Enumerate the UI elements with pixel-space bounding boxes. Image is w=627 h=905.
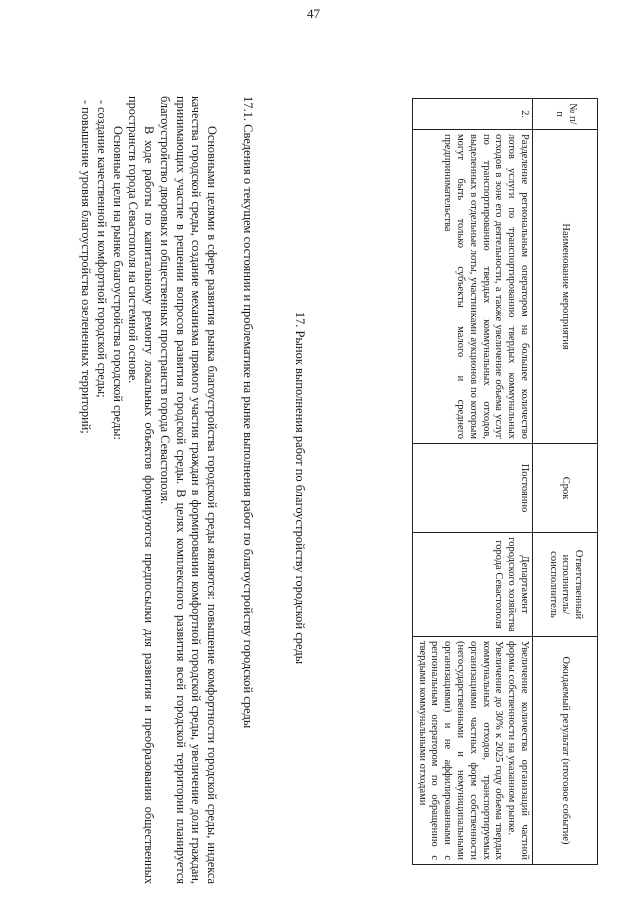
section-title: 17. Рынок выполнения работ по благоустройству городской среды	[293, 311, 307, 665]
header-term: Срок	[533, 444, 598, 533]
paragraph-main-goals-intro: Основные цели на рынке благоустройства городской среды:	[110, 126, 125, 440]
header-responsible: Ответственный исполнитель/ соисполнитель	[533, 533, 598, 637]
row-number: 2.	[412, 99, 532, 130]
table-row	[412, 99, 532, 865]
body-text	[77, 96, 219, 884]
row-responsible: Департамент городского хозяйства города Севастополя	[412, 533, 532, 637]
list-item: - создание качественной и комфортной городской среды;	[94, 100, 109, 398]
paragraph-capital-repair: В ходе работы по капитальному ремонту локальных объектов формируются предпосылки для развития и преобразования общественных пространств города Севастополя на системной основе.	[126, 96, 157, 884]
row-expected-result	[412, 637, 532, 865]
paragraph-goals: Основными целями в сфере развития рынка благоустройства городской среды являются: повышение комфортности городской среды, индекса качества городской среды, создание механизма прямого участия граждан в формировании комфортной городской среды, увеличение доли граждан, принимающих участие в решении вопросов развития городской среды. В целях комплексного развития всей городской территории планируется благоустройство дворовых и общественных пространств города Севастополя.	[157, 96, 219, 884]
header-measure-name: Наименование мероприятия	[533, 130, 598, 444]
table-header-row	[533, 99, 598, 865]
row-measure-name: Разделение региональным оператором на большее количество лотов услуги по транспортированию твердых коммунальных отходов в зоне его деятельности, а также увеличение объема услуг по транспортированию твердых коммунальных отходов, выделенных в отдельные лоты, участниками аукционов по которым могут быть только субъекты малого и среднего предпринимательства	[412, 130, 532, 444]
row-term: Постоянно	[412, 444, 532, 533]
rotated-landscape-content	[43, 88, 598, 888]
expected-result-1: Увеличение количества организаций частной формы собственности на указанном рынке.	[506, 641, 530, 860]
expected-result-2: Увеличение до 30% к 2025 году объема твердых коммунальных отходов, транспортируемых организациями частных форм собственности (негосударственными и немуниципальными организациями) и не аффилированными с региональным оператором по обращению с твердыми коммунальными отходами	[416, 641, 505, 860]
measures-table	[412, 98, 598, 865]
list-item: - повышение уровня благоустройства озелененных территорий;	[79, 100, 94, 434]
header-number: № п/п	[533, 99, 598, 130]
page-number: 47	[307, 6, 320, 21]
header-expected-result: Ожидаемый результат (итоговое событие)	[533, 637, 598, 865]
subsection-title: 17.1. Сведения о текущем состоянии и проблематике на рынке выполнения работ по благоустройству городской среды	[241, 96, 255, 729]
